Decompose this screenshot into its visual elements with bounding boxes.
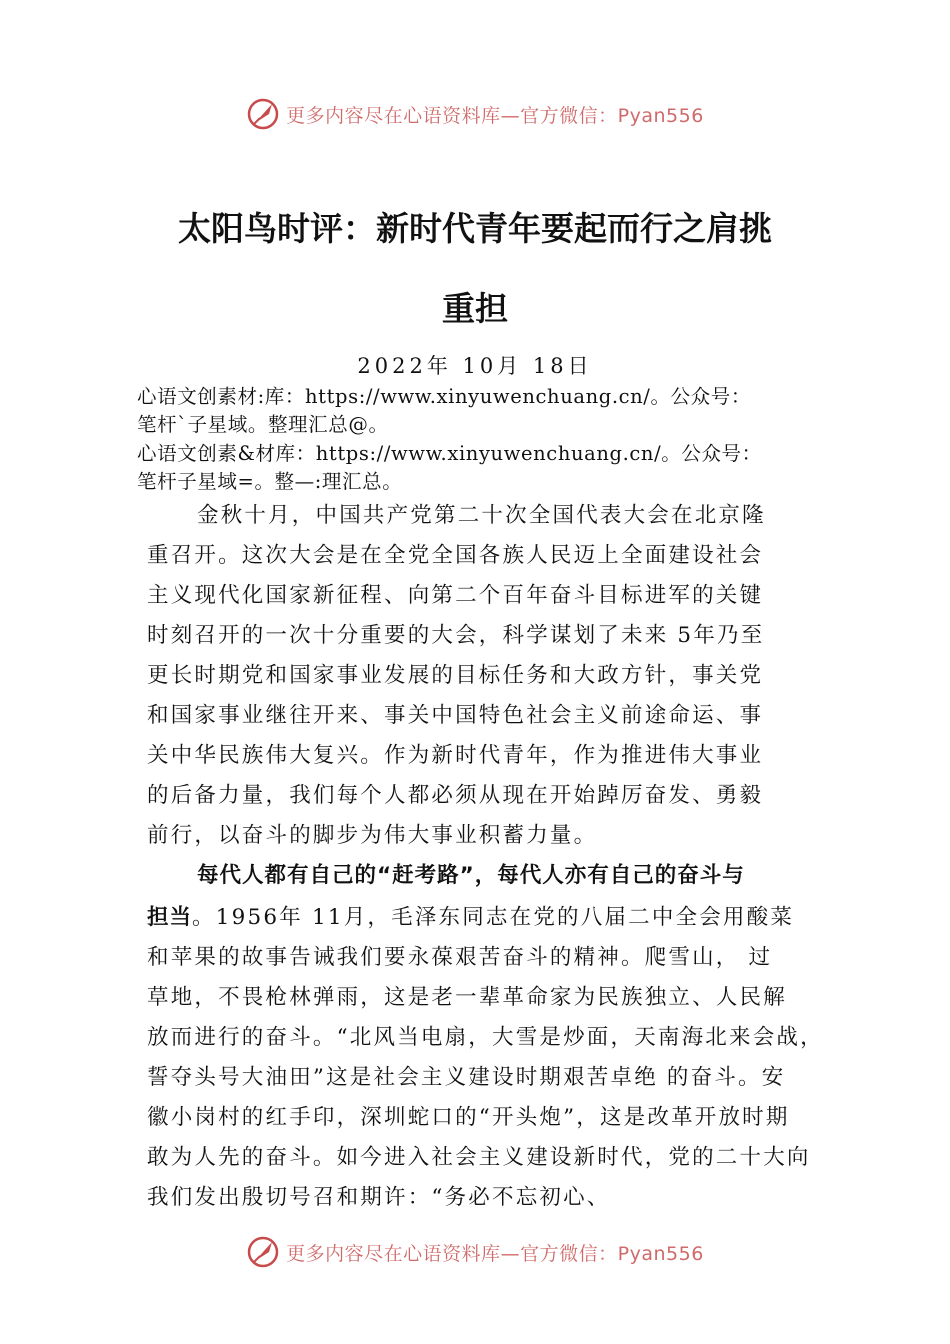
quill-seal-logo-icon bbox=[246, 1235, 280, 1269]
body-line: 时刻召开的一次十分重要的大会，科学谋划了未来 5年乃至 bbox=[147, 623, 765, 648]
body-line: 关中华民族伟大复兴。作为新时代青年，作为推进伟大事业 bbox=[147, 743, 764, 768]
body-line: 前行，以奋斗的脚步为伟大事业积蓄力量。 bbox=[147, 823, 598, 848]
footer-banner bbox=[0, 1232, 950, 1272]
body-line: 主义现代化国家新征程、向第二个百年奋斗目标进军的关键 bbox=[147, 583, 764, 608]
banner-text: 更多内容尽在心语资料库—官方微信：Pyan556 bbox=[286, 1242, 704, 1265]
page-title: 太阳鸟时评：新时代青年要起而行之肩挑 bbox=[178, 209, 772, 248]
body-line: 更长时期党和国家事业发展的目标任务和大政方针，事关党 bbox=[147, 663, 764, 688]
source-note-line: 笔杆子星域=。整—:理汇总。 bbox=[137, 470, 403, 493]
body-line: 敢为人先的奋斗。如今进入社会主义建设新时代，党的二十大向 bbox=[147, 1145, 811, 1170]
source-note-line: 心语文创素&材库：https://www.xinyuwenchuang.cn/。公众号： bbox=[137, 442, 762, 465]
body-line: 草地，不畏枪林弹雨，这是老一辈革命家为民族独立、人民解 bbox=[147, 985, 787, 1010]
body-line: 金秋十月，中国共产党第二十次全国代表大会在北京隆 bbox=[197, 503, 766, 528]
body-line: 的后备力量，我们每个人都必须从现在开始踔厉奋发、勇毅 bbox=[147, 783, 764, 808]
body-line: 重召开。这次大会是在全党全国各族人民迈上全面建设社会 bbox=[147, 543, 764, 568]
body-line bbox=[147, 898, 837, 938]
body-line-rest: 。1956年 11月，毛泽东同志在党的八届二中全会用酸菜 bbox=[192, 905, 795, 930]
source-note-line: 心语文创素材:库：https://www.xinyuwenchuang.cn/。公众号： bbox=[137, 385, 751, 408]
body-line: 誓夺头号大油田”这是社会主义建设时期艰苦卓绝 的奋斗。安 bbox=[147, 1065, 786, 1090]
publish-date: 2022年 10月 18日 bbox=[357, 354, 593, 378]
body-line: 放而进行的奋斗。“北风当电扇，大雪是炒面，天南海北来会战， bbox=[147, 1025, 824, 1050]
body-line: 我们发出殷切号召和期许：“务必不忘初心、 bbox=[147, 1185, 611, 1210]
body-line: 和国家事业继往开来、事关中国特色社会主义前途命运、事 bbox=[147, 703, 764, 728]
bold-heading-line: 每代人都有自己的“赶考路”，每代人亦有自己的奋斗与 bbox=[197, 863, 745, 888]
body-line: 徽小岗村的红手印，深圳蛇口的“开头炮”，这是改革开放时期 bbox=[147, 1105, 790, 1130]
page-title-continued: 重担 bbox=[442, 289, 508, 328]
header-banner bbox=[0, 94, 950, 134]
banner-text: 更多内容尽在心语资料库—官方微信：Pyan556 bbox=[286, 104, 704, 127]
bold-heading-end: 担当 bbox=[147, 905, 193, 930]
source-note-line: 笔杆`子星域。整理汇总@。 bbox=[137, 413, 389, 436]
quill-seal-logo-icon bbox=[246, 97, 280, 131]
body-line: 和苹果的故事告诫我们要永葆艰苦奋斗的精神。爬雪山， 过 bbox=[147, 945, 773, 970]
